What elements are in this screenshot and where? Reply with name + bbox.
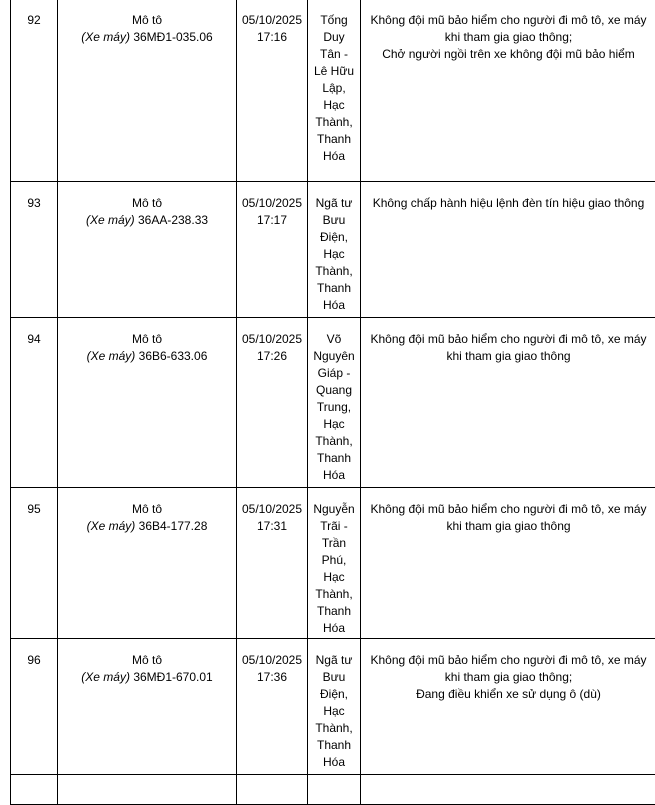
stt-cell: 93 (11, 182, 58, 318)
location-line: Tân - (311, 46, 357, 63)
vehicle-type: Mô tô (61, 501, 233, 518)
table-row (11, 318, 655, 488)
location-line: Thanh (311, 737, 357, 754)
location-line: Điện, (311, 229, 357, 246)
location-line: Nguyễn (311, 501, 357, 518)
location-line: Ngã tư (311, 195, 357, 212)
violation-text: Không đội mũ bảo hiểm cho người đi mô tô, xe máy khi tham gia giao thông (364, 331, 653, 365)
location-line: Giáp - (311, 365, 357, 382)
vehicle-type: Mô tô (61, 12, 233, 29)
time-text: 17:16 (240, 29, 304, 46)
location-line: Thành, (311, 263, 357, 280)
location-cell (308, 639, 361, 775)
table-row (11, 488, 655, 639)
location-line: Quang (311, 382, 357, 399)
plate-number: 36AA-238.33 (138, 213, 208, 227)
violation-cell (361, 0, 655, 182)
location-line: Duy (311, 29, 357, 46)
location-line: Thanh (311, 603, 357, 620)
datetime-cell (237, 775, 308, 805)
violation-text: Không chấp hành hiệu lệnh đèn tín hiệu giao thông (364, 195, 653, 212)
time-text: 17:31 (240, 518, 304, 535)
violation-text: Chở người ngồi trên xe không đội mũ bảo hiểm (364, 46, 653, 63)
plate-number: 36MĐ1-035.06 (133, 30, 212, 44)
date-text: 05/10/2025 (240, 501, 304, 518)
vehicle-cell (58, 639, 237, 775)
location-line: Lập, (311, 80, 357, 97)
location-line: Thanh (311, 280, 357, 297)
location-line: Hóa (311, 148, 357, 165)
location-cell (308, 488, 361, 639)
datetime-cell (237, 488, 308, 639)
location-line: Điện, (311, 686, 357, 703)
location-line: Hạc (311, 703, 357, 720)
datetime-cell (237, 639, 308, 775)
location-line: Trần (311, 535, 357, 552)
violation-text: Không đội mũ bảo hiểm cho người đi mô tô, xe máy khi tham gia giao thông; (364, 12, 653, 46)
date-text: 05/10/2025 (240, 195, 304, 212)
location-cell (308, 318, 361, 488)
vehicle-cell (58, 182, 237, 318)
stt-cell (11, 775, 58, 805)
vehicle-subtype: (Xe máy) (81, 670, 130, 684)
vehicle-subtype: (Xe máy) (86, 213, 135, 227)
vehicle-type: Mô tô (61, 652, 233, 669)
table-row (11, 0, 655, 182)
violation-cell (361, 775, 655, 805)
location-line: Thanh (311, 131, 357, 148)
location-line: Hạc (311, 569, 357, 586)
stt-cell: 95 (11, 488, 58, 639)
table-row (11, 639, 655, 775)
date-text: 05/10/2025 (240, 12, 304, 29)
datetime-cell (237, 182, 308, 318)
datetime-cell (237, 0, 308, 182)
location-line: Phú, (311, 552, 357, 569)
location-line: Thành, (311, 433, 357, 450)
location-line: Thanh (311, 450, 357, 467)
plate-number: 36B4-177.28 (139, 519, 208, 533)
location-line: Trãi - (311, 518, 357, 535)
location-line: Hạc (311, 97, 357, 114)
vehicle-cell (58, 0, 237, 182)
location-line: Hóa (311, 620, 357, 637)
vehicle-cell (58, 488, 237, 639)
vehicle-cell (58, 775, 237, 805)
table-row (11, 182, 655, 318)
vehicle-type: Mô tô (61, 331, 233, 348)
violation-cell (361, 318, 655, 488)
vehicle-subtype: (Xe máy) (81, 30, 130, 44)
violation-cell (361, 182, 655, 318)
datetime-cell (237, 318, 308, 488)
location-cell (308, 182, 361, 318)
location-line: Hạc (311, 246, 357, 263)
location-cell (308, 775, 361, 805)
location-line: Thành, (311, 586, 357, 603)
location-line: Bưu (311, 669, 357, 686)
location-line: Hóa (311, 467, 357, 484)
time-text: 17:36 (240, 669, 304, 686)
violations-table (10, 0, 655, 805)
stt-cell: 92 (11, 0, 58, 182)
vehicle-cell (58, 318, 237, 488)
stt-cell: 94 (11, 318, 58, 488)
location-line: Thành, (311, 720, 357, 737)
location-cell (308, 0, 361, 182)
plate-number: 36MĐ1-670.01 (133, 670, 212, 684)
stt-cell: 96 (11, 639, 58, 775)
location-line: Hạc (311, 416, 357, 433)
violation-cell (361, 639, 655, 775)
time-text: 17:17 (240, 212, 304, 229)
location-line: Hóa (311, 754, 357, 771)
date-text: 05/10/2025 (240, 652, 304, 669)
table-row-partial (11, 775, 655, 805)
location-line: Nguyên (311, 348, 357, 365)
vehicle-type: Mô tô (61, 195, 233, 212)
date-text: 05/10/2025 (240, 331, 304, 348)
location-line: Võ (311, 331, 357, 348)
vehicle-subtype: (Xe máy) (87, 519, 136, 533)
plate-number: 36B6-633.06 (139, 349, 208, 363)
location-line: Bưu (311, 212, 357, 229)
location-line: Thành, (311, 114, 357, 131)
vehicle-subtype: (Xe máy) (87, 349, 136, 363)
location-line: Tống (311, 12, 357, 29)
location-line: Lê Hữu (311, 63, 357, 80)
location-line: Hóa (311, 297, 357, 314)
location-line: Ngã tư (311, 652, 357, 669)
location-line: Trung, (311, 399, 357, 416)
violation-text: Không đội mũ bảo hiểm cho người đi mô tô, xe máy khi tham gia giao thông; (364, 652, 653, 686)
violation-text: Đang điều khiển xe sử dụng ô (dù) (364, 686, 653, 703)
violation-text: Không đội mũ bảo hiểm cho người đi mô tô, xe máy khi tham gia giao thông (364, 501, 653, 535)
violation-cell (361, 488, 655, 639)
time-text: 17:26 (240, 348, 304, 365)
